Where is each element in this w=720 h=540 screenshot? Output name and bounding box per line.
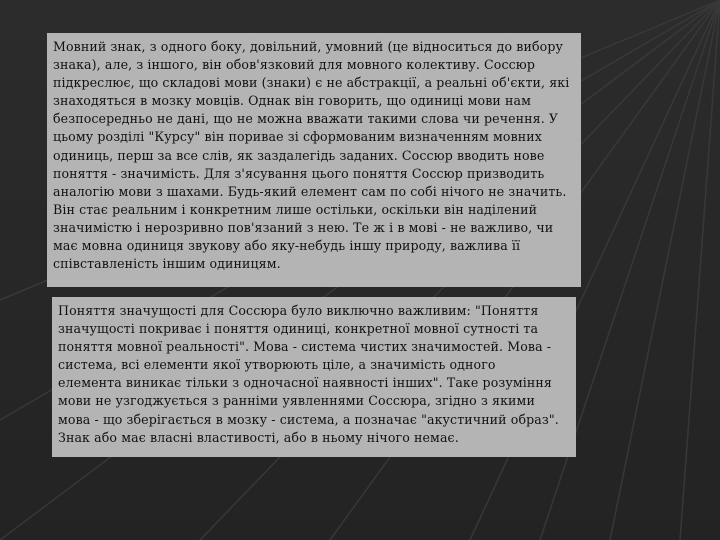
text-block-2 <box>52 297 576 457</box>
paragraph-2: Поняття значущості для Соссюра було виключно важливим: "Поняття значущості покриває і поняття одиниці, конкретної мовної сутності та поняття мовної реальності". Мова - система чистих значимостей. Мова - система, всі елементи якої утворюють ціле, а значимість одного елемента виникає тільки з одночасної наявності інших". Таке розуміння мови не узгоджується з ранніми уявленнями Соссюра, згідно з якими мова - що зберігається в мозку - система, а позначає "акустичний образ". Знак або має власні властивості, або в ньому нічого немає. <box>58 303 559 445</box>
paragraph-1: Мовний знак, з одного боку, довільний, умовний (це відноситься до вибору знака), але, з іншого, він обов'язковий для мовного колективу. Соссюр підкреслює, що складові мови (знаки) є не абстракції, а реальні об'єкти, які знаходяться в мозку мовців. Однак він говорить, що одиниці мови нам безпосередньо не дані, що не можна вважати такими слова чи речення. У цьому розділі "Курсу" він поривае зі сформованим визначенням мовних одиниць, перш за все слів, як заздалегідь заданих. Соссюр вводить нове поняття - значимість. Для з'ясування цього поняття Соссюр призводить аналогію мови з шахами. Будь-який елемент сам по собі нічого не значить. Він стає реальним і конкретним лише остільки, оскільки він наділений значимістю і нерозривно пов'язаний з нею. Те ж і в мові - не важливо, чи має мовна одиниця звукову або яку-небудь іншу природу, важлива її співставленість іншим одиницям. <box>53 39 570 272</box>
text-block-1 <box>47 33 581 287</box>
